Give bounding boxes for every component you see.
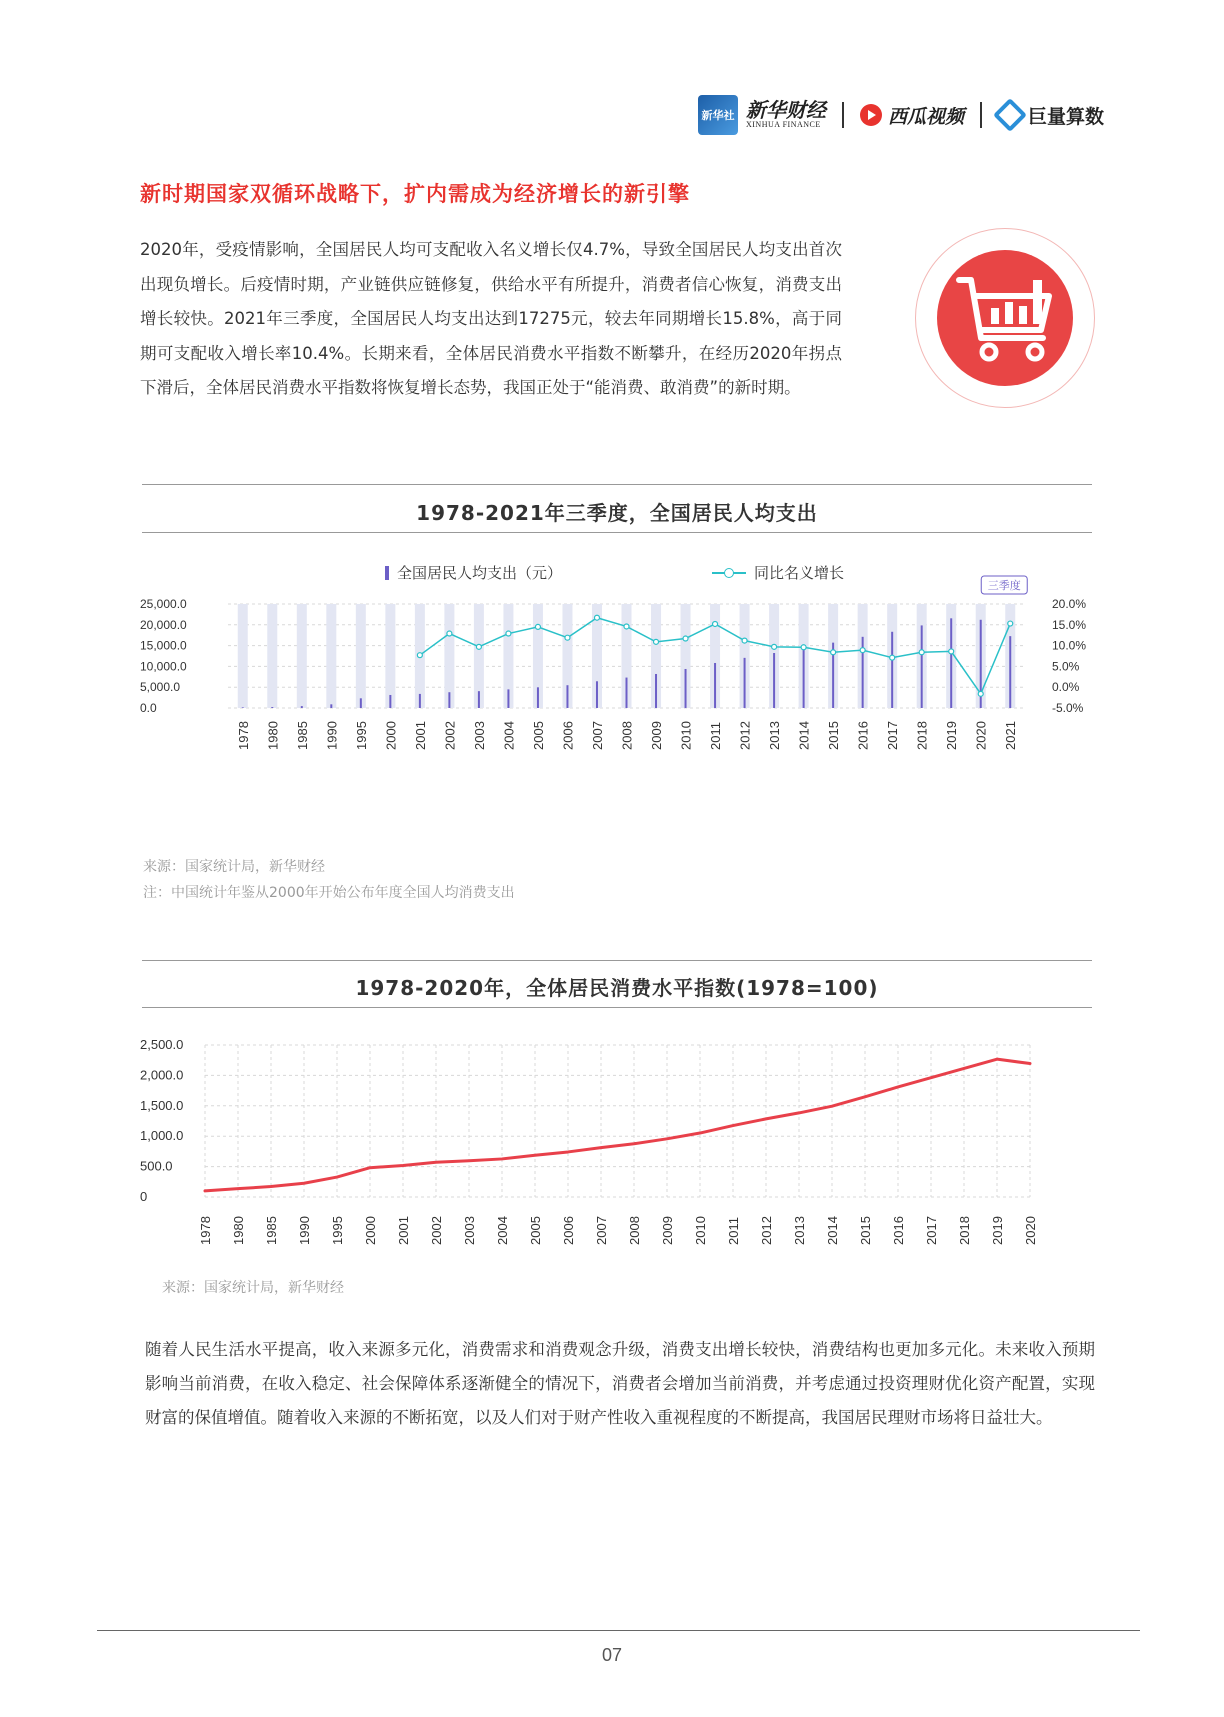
chart1-x-tick-label: 1985 <box>294 721 310 750</box>
logo-divider <box>842 102 844 128</box>
intro-paragraph: 2020年，受疫情影响，全国居民人均可支配收入名义增长仅4.7%，导致全国居民人均支出首次出现负增长。后疫情时期，产业链供应链修复，供给水平有所提升，消费者信心恢复，消费支出增长较快。2021年三季度，全国居民人均支出达到17275元，较去年同期增长15.8%，高于同期可支配收入增长率10.4%。长期来看，全体居民消费水平指数不断攀升，在经历2020年拐点下滑后，全体居民消费水平指数将恢复增长态势，我国正处于“能消费、敢消费”的新时期。 <box>140 240 842 397</box>
chart1-bar <box>507 689 509 708</box>
chart1-left-tick-label: 5,000.0 <box>140 680 181 695</box>
chart1-growth-point <box>772 644 777 649</box>
chart2-x-tick-label: 2001 <box>396 1216 411 1245</box>
chart1-svg <box>120 560 1120 830</box>
chart1-right-tick-label: 0.0% <box>1052 680 1080 695</box>
chart1-growth-point <box>801 645 806 650</box>
chart1-x-tick-label: 2001 <box>412 721 428 750</box>
chart2-y-tick-label: 1,000.0 <box>140 1128 184 1144</box>
chart1-bar-background <box>326 604 336 708</box>
chart1-growth-point <box>506 631 511 636</box>
chart1-bar <box>301 706 303 708</box>
chart1-x-tick-label: 2010 <box>678 721 694 750</box>
section-title: 新时期国家双循环战略下，扩内需成为经济增长的新引擎 <box>140 182 690 206</box>
chart1-left-tick-label: 10,000.0 <box>140 659 187 674</box>
chart1-x-tick-label: 2007 <box>589 721 605 750</box>
chart1-x-tick-label: 1980 <box>265 721 281 750</box>
chart2-x-tick-label: 1990 <box>297 1216 312 1245</box>
chart2-x-tick-label: 1995 <box>330 1216 345 1245</box>
chart2-x-tick-label: 2002 <box>429 1216 444 1245</box>
chart1-x-tick-label: 2006 <box>560 721 576 750</box>
chart1-growth-point <box>860 648 865 653</box>
xinhua-logo-cn: 新华财经 <box>745 98 826 123</box>
header-logos <box>698 95 1104 135</box>
chart1-top-rule <box>142 484 1092 485</box>
legend-line-label: 同比名义增长 <box>754 564 845 582</box>
chart2-x-tick-label: 2016 <box>891 1216 906 1245</box>
chart1-bar <box>714 663 716 708</box>
chart1-bar <box>685 669 687 708</box>
chart1-growth-point <box>742 638 747 643</box>
chart1-bar <box>537 687 539 708</box>
chart2-index-line <box>205 1059 1030 1191</box>
chart1-growth-point <box>565 635 570 640</box>
chart1-bar <box>1009 636 1011 708</box>
chart1-growth-point <box>713 621 718 626</box>
diamond-icon <box>993 98 1027 132</box>
chart1-x-tick-label: 2003 <box>471 721 487 750</box>
chart2-x-tick-label: 2009 <box>660 1216 675 1245</box>
chart1-x-tick-label: 1978 <box>235 721 251 750</box>
xinhua-finance-logo <box>698 95 826 135</box>
chart1-bar <box>566 685 568 708</box>
chart1-title: 1978-2021年三季度，全国居民人均支出 <box>416 501 818 525</box>
chart1-right-tick-label: 15.0% <box>1052 617 1087 632</box>
chart2-y-tick-label: 0 <box>140 1189 148 1204</box>
chart2-x-tick-label: 2019 <box>990 1216 1005 1245</box>
chart1-bar <box>655 674 657 708</box>
chart2-bottom-rule <box>142 1007 1092 1008</box>
chart2-x-tick-label: 2017 <box>924 1216 939 1245</box>
chart1-x-tick-label: 2017 <box>885 721 901 750</box>
chart1-x-tick-label: 2018 <box>914 721 930 750</box>
chart1-growth-point <box>417 653 422 658</box>
chart1-x-tick-label: 2005 <box>530 721 546 750</box>
closing-paragraph: 随着人民生活水平提高，收入来源多元化，消费需求和消费观念升级，消费支出增长较快，消费结构也更加多元化。未来收入预期影响当前消费，在收入稳定、社会保障体系逐渐健全的情况下，消费者会增加当前消费，并考虑通过投资理财优化资产配置，实现财富的保值增值。随着收入来源的不断拓宽，以及人们对于财产性收入重视程度的不断提高，我国居民理财市场将日益壮大。 <box>145 1340 1095 1427</box>
chart2-x-tick-label: 2008 <box>627 1216 642 1245</box>
chart1-x-tick-label: 2011 <box>708 722 724 750</box>
chart1-x-tick-label: 2016 <box>855 721 871 750</box>
chart1-bar <box>419 694 421 708</box>
chart2-x-tick-label: 2003 <box>462 1216 477 1245</box>
chart1-x-tick-label: 2013 <box>767 721 783 750</box>
chart1-growth-point <box>654 639 659 644</box>
xinhua-logo-box: 新华社 <box>698 95 738 135</box>
chart1-x-tick-label: 2004 <box>501 721 517 750</box>
chart2-y-tick-label: 1,500.0 <box>140 1097 184 1113</box>
chart2-x-tick-label: 2004 <box>495 1216 510 1245</box>
chart1-growth-point <box>594 615 599 620</box>
chart1-growth-point <box>447 631 452 636</box>
legend-bar-label: 全国居民人均支出（元） <box>397 564 563 582</box>
chart1-bar <box>271 707 273 708</box>
chart1-x-tick-label: 2009 <box>649 721 665 750</box>
chart1-bar <box>950 618 952 708</box>
chart1-growth-point <box>831 650 836 655</box>
chart2-source: 来源：国家统计局，新华财经 <box>162 1280 344 1296</box>
chart1-x-tick-label: 1990 <box>324 721 340 750</box>
chart2-x-tick-label: 2011 <box>726 1217 741 1245</box>
chart2-x-tick-label: 2005 <box>528 1216 543 1245</box>
chart1-x-tick-label: 1995 <box>353 721 369 750</box>
play-icon <box>860 104 882 126</box>
chart1-bar-background <box>356 604 366 708</box>
chart1-bar <box>478 691 480 708</box>
chart1-growth-point <box>683 636 688 641</box>
chart2-top-rule <box>142 960 1092 961</box>
chart2-x-tick-label: 2015 <box>858 1216 873 1245</box>
chart1-right-tick-label: 10.0% <box>1052 638 1087 653</box>
chart2-x-tick-label: 2006 <box>561 1216 576 1245</box>
footer-rule <box>97 1630 1140 1631</box>
chart1-bar <box>242 707 244 708</box>
chart1-bar <box>626 678 628 708</box>
chart1-bar <box>744 658 746 708</box>
chart2-x-tick-label: 2020 <box>1023 1216 1038 1245</box>
chart1-bar <box>389 695 391 708</box>
chart2-x-tick-label: 2000 <box>363 1216 378 1245</box>
chart1-x-tick-label: 2015 <box>826 721 842 750</box>
chart1-growth-point <box>1008 621 1013 626</box>
chart1-bar <box>330 704 332 708</box>
chart1-right-tick-label: 5.0% <box>1052 659 1080 674</box>
page-number: 07 <box>601 1645 623 1665</box>
chart1-bar <box>360 698 362 708</box>
chart1-bar-background <box>238 604 248 708</box>
chart2-x-tick-label: 2012 <box>759 1216 774 1245</box>
chart1-note: 注：中国统计年鉴从2000年开始公布年度全国人均消费支出 <box>143 885 515 901</box>
chart2-x-tick-label: 1985 <box>264 1216 279 1245</box>
chart1-source: 来源：国家统计局，新华财经 <box>143 859 325 875</box>
chart2-x-tick-label: 1978 <box>198 1216 213 1245</box>
chart1-right-tick-label: 20.0% <box>1052 597 1087 611</box>
chart1-growth-point <box>624 624 629 629</box>
chart1-left-tick-label: 25,000.0 <box>140 597 187 611</box>
chart1-growth-point <box>978 691 983 696</box>
chart2-x-tick-label: 2013 <box>792 1216 807 1245</box>
chart2-x-tick-label: 2007 <box>594 1216 609 1245</box>
juliang-suanshu-logo <box>998 102 1104 129</box>
chart2-svg <box>120 1025 1120 1255</box>
chart2-x-tick-label: 2014 <box>825 1216 840 1245</box>
chart1-bar <box>596 681 598 708</box>
chart1-x-tick-label: 2021 <box>1003 721 1019 750</box>
chart1-x-tick-label: 2008 <box>619 721 635 750</box>
xigua-logo-text: 西瓜视频 <box>887 105 964 128</box>
chart1-left-tick-label: 0.0 <box>140 701 157 715</box>
chart1-bar-background <box>267 604 277 708</box>
shopping-cart-icon <box>937 250 1073 386</box>
chart1-x-tick-label: 2020 <box>973 721 989 750</box>
chart1-bar-background <box>385 604 395 708</box>
chart1-bar <box>891 632 893 708</box>
chart1-growth-point <box>949 649 954 654</box>
chart1-bar <box>773 653 775 708</box>
chart1-bar <box>921 625 923 708</box>
chart2-y-tick-label: 2,000.0 <box>140 1067 184 1083</box>
chart1-bar <box>803 648 805 708</box>
chart1-growth-point <box>890 655 895 660</box>
xigua-video-logo <box>860 102 964 129</box>
chart1-bar-background <box>297 604 307 708</box>
chart1-left-tick-label: 15,000.0 <box>140 638 187 653</box>
chart1-x-tick-label: 2002 <box>442 721 458 750</box>
chart1-growth-point <box>476 644 481 649</box>
chart1-right-tick-label: -5.0% <box>1052 701 1084 715</box>
chart1-callout-label: 三季度 <box>987 580 1021 592</box>
chart1-growth-point <box>919 650 924 655</box>
juliang-logo-text: 巨量算数 <box>1027 105 1104 128</box>
logo-divider <box>980 102 982 128</box>
chart1-growth-point <box>535 624 540 629</box>
chart2-x-tick-label: 2018 <box>957 1216 972 1245</box>
chart1-left-tick-label: 20,000.0 <box>140 617 187 632</box>
chart1-x-tick-label: 2014 <box>796 721 812 750</box>
xinhua-logo-en: XINHUA FINANCE <box>745 120 821 130</box>
chart2-title: 1978-2020年，全体居民消费水平指数(1978=100) <box>355 976 879 1000</box>
chart1-x-tick-label: 2019 <box>944 721 960 750</box>
chart1-bottom-rule <box>142 532 1092 533</box>
chart2-x-tick-label: 2010 <box>693 1216 708 1245</box>
chart1-bar <box>448 692 450 708</box>
chart2-y-tick-label: 500.0 <box>140 1158 173 1174</box>
chart2-x-tick-label: 1980 <box>231 1216 246 1245</box>
chart2-y-tick-label: 2,500.0 <box>140 1037 184 1052</box>
chart1-x-tick-label: 2000 <box>383 721 399 750</box>
chart1-x-tick-label: 2012 <box>737 721 753 750</box>
